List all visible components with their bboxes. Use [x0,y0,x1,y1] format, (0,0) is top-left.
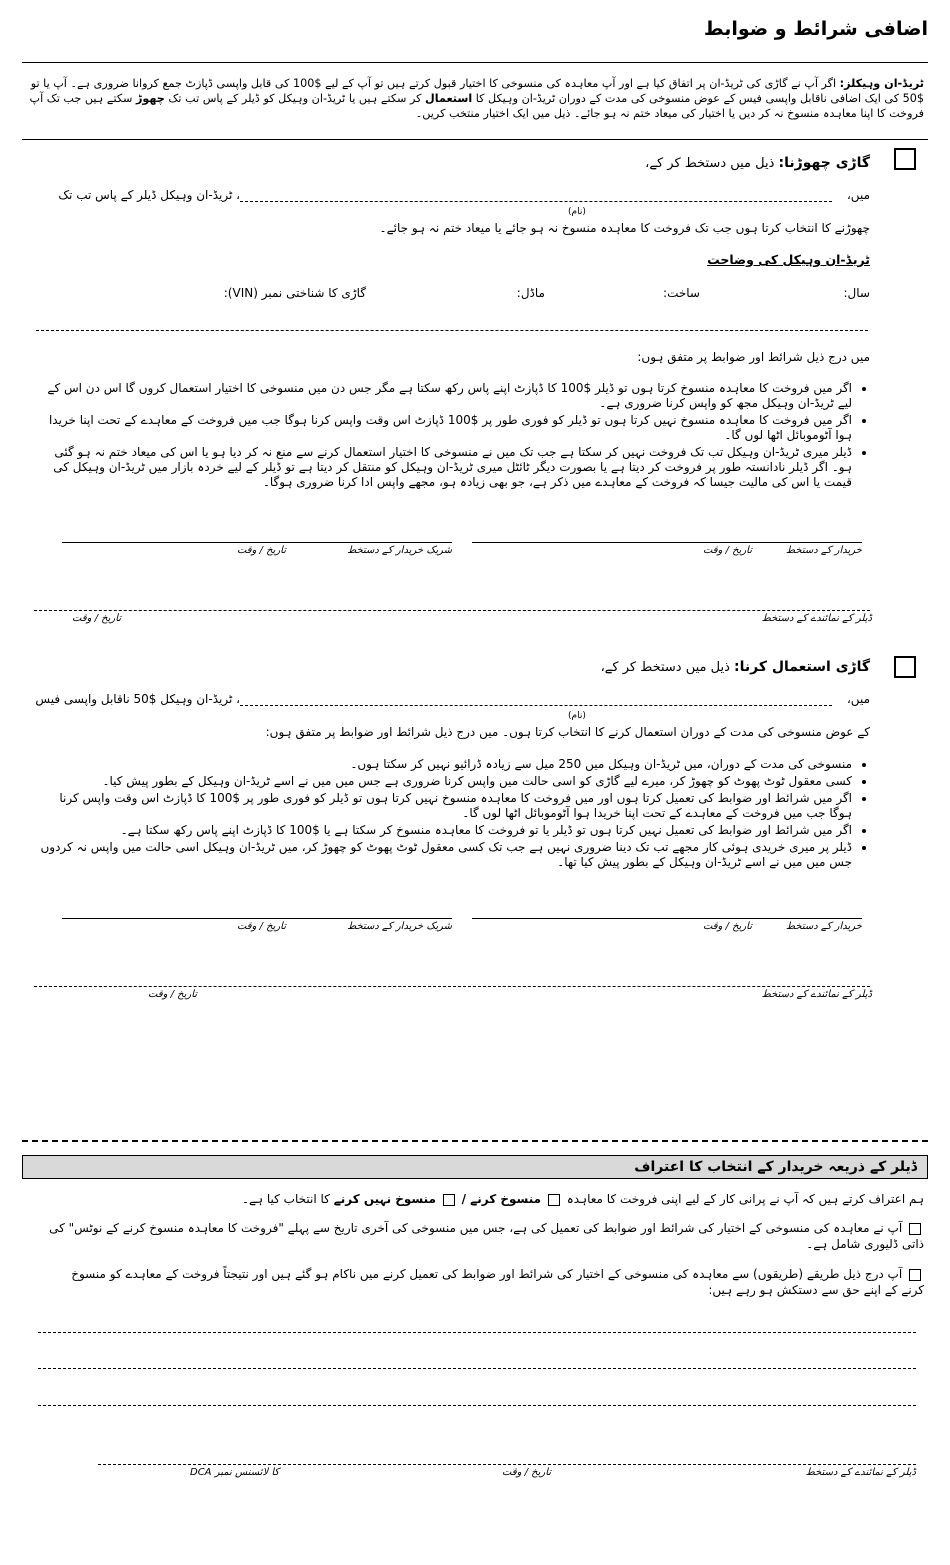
leave-line-start: میں، [846,188,870,202]
intro-text-2: کر سکتے ہیں یا ٹریڈ-ان وہیکل کو ڈیلر کے پاس تب تک [168,92,422,105]
ack-line-end: کا انتخاب کیا ہے۔ [241,1192,330,1206]
intro-divider [22,139,928,140]
co-buyer-date-caption-2: تاریخ / وقت [236,921,286,932]
ack-dealer-signature-caption: ڈیلر کے نمائندے کے دستخط [805,1467,916,1478]
trade-in-intro [26,76,924,121]
intro-label: ٹریڈ-ان وہیکلز: [839,77,924,90]
buyer-signature-caption: خریدار کے دستخط [785,545,862,556]
explanation-line-1[interactable] [38,1332,916,1333]
co-buyer-signature-caption-2: شریک خریدار کے دستخط [347,921,452,932]
ack-not-cancel-label: منسوخ نہیں کرنے [333,1192,436,1206]
ack-cancel-label: منسوخ کرنے / [461,1192,542,1206]
explanation-line-2[interactable] [38,1368,916,1369]
ack-option-2 [60,1266,924,1298]
use-line-2: کے عوض منسوخی کی مدت کے دوران استعمال کرنے کا انتخاب کرتا ہوں۔ میں درج ذیل شرائط اور ضوابط پر متفق ہوں: [265,725,870,739]
cancel-checkbox[interactable] [548,1194,560,1206]
model-label: ماڈل: [516,286,545,300]
leave-heading [645,155,870,171]
leave-heading-rest: ذیل میں دستخط کر کے، [645,156,775,171]
dealer-signature-caption-2: ڈیلر کے نمائندے کے دستخط [761,989,872,1000]
ack-choice-line [242,1192,924,1206]
intro-leave-word: چھوڑ [135,92,165,105]
use-heading-bold: گاڑی استعمال کرنا: [734,659,870,675]
ack-date-caption: تاریخ / وقت [502,1467,552,1478]
make-label: ساخت: [663,286,700,300]
list-item: • اگر میں فروخت کا معاہدہ منسوخ کرتا ہوں تو ڈیلر $100 کا ڈپازٹ اپنے پاس رکھ سکتا ہے مگر جس دن میں منسوخی کا اختیار استعمال کروں گا اس دن اس کے لیے ٹریڈ-ان وہیکل مجھ کو واپس کرنا ضروری ہے۔ [40,381,852,411]
ack-signature-line[interactable] [98,1464,916,1465]
explanation-line-3[interactable] [38,1405,916,1406]
option-1-checkbox[interactable] [909,1223,921,1235]
leave-line-2: چھوڑنے کا انتخاب کرتا ہوں جب تک فروخت کا معاہدہ منسوخ نہ ہو جائے یا میعاد ختم نہ ہو جائے۔ [379,221,870,235]
use-terms-list [40,757,870,872]
ack-line-start: ہم اعتراف کرتے ہیں کہ آپ نے پرانی کار کے لیے اپنی فروخت کا معاہدہ [566,1192,924,1206]
option-2-checkbox[interactable] [909,1269,921,1281]
use-line-start: میں، [846,692,870,706]
vehicle-info-field[interactable] [36,330,868,331]
buyer-signature-caption-2: خریدار کے دستخط [785,921,862,932]
leave-line-end: ، ٹریڈ-ان وہیکل ڈیلر کے پاس تب تک [58,188,240,202]
co-buyer-date-caption: تاریخ / وقت [236,545,286,556]
list-item: • منسوخی کی مدت کے دوران، میں ٹریڈ-ان وہیکل میں 250 میل سے زیادہ ڈرائیو نہیں کر سکتا ہوں۔ [40,757,852,772]
ack-option-1-text: آپ نے معاہدہ کی منسوخی کے اختیار کی شرائط اور ضوابط کی تعمیل کی ہے، جس میں منسوخی کی آخری تاریخ سے پہلے "فروخت کا معاہدہ منسوخ کرنے کے نوٹس" کی ذاتی ڈلیوری شامل ہے۔ [49,1221,924,1251]
leave-agree: میں درج ذیل شرائط اور ضوابط پر متفق ہوں: [637,350,870,364]
leave-vehicle-checkbox[interactable] [894,148,916,170]
vin-label: گاڑی کا شناختی نمبر (VIN): [223,286,366,300]
ack-heading-bar [22,1155,928,1179]
co-buyer-signature-line-2[interactable] [62,918,452,919]
ack-option-2-text: آپ درج ذیل طریقے (طریقوں) سے معاہدہ کی منسوخی کے اختیار کی شرائط اور ضوابط کی تعمیل کرنے میں ناکام ہو گئے ہیں اور نتیجتاً فروخت کے معاہدے کو منسوخ کرنے کے اپنے حق سے دستکش ہو رہے ہیں: [71,1267,924,1297]
list-item: • ڈیلر میری ٹریڈ-ان وہیکل تب تک فروخت نہیں کر سکتا ہے جب تک میں نے منسوخی کا اختیار استعمال کرنے سے منع نہ کر دیا ہو یا اس کی میعاد ختم نہ ہو گئی ہو۔ اگر ڈیلر نادانستہ طور پر فروخت کر دیتا ہے یا بصورت دیگر ٹائٹل میری ٹریڈ-ان وہیکل کو منتقل کر دیتا ہے تو ڈیلر کے لیے خردہ بازار میں ٹریڈ-ان وہیکل کی قیمت یا اس کی مالیت جیسا کہ فروخت کے معاہدے میں ذکر ہے، جو بھی زیادہ ہو، مجھے واپس ادا کرنا ضروری ہوگا۔ [40,445,852,490]
buyer-signature-line[interactable] [472,542,862,543]
leave-name-field[interactable] [240,201,832,202]
list-item: • اگر میں شرائط اور ضوابط کی تعمیل نہیں کرتا ہوں تو ڈیلر یا تو فروخت کا معاہدہ منسوخ کر سکتا ہے یا $100 کا ڈپازٹ اپنے پاس رکھ سکتا ہے۔ [40,823,852,838]
use-line-end: ، ٹریڈ-ان وہیکل $50 ناقابل واپسی فیس [35,692,240,706]
buyer-signature-line-2[interactable] [472,918,862,919]
section-cut-line [22,1140,928,1142]
vehicle-description-heading [707,252,870,267]
list-item: • کسی معقول ٹوٹ پھوٹ کو چھوڑ کر، میرے لیے گاڑی کو اسی حالت میں واپس کرنا ضروری ہے جس میں میں نے اسے ٹریڈ-ان وہیکل کے بطور پیش کیا۔ [40,774,852,789]
leave-terms-list [40,381,870,492]
not-cancel-checkbox[interactable] [443,1194,455,1206]
intro-use-word: استعمال [425,92,473,105]
year-label: سال: [843,286,870,300]
use-vehicle-checkbox[interactable] [894,656,916,678]
ack-heading: ڈیلر کے ذریعہ خریدار کے انتخاب کا اعتراف [634,1159,917,1175]
buyer-date-caption: تاریخ / وقت [702,545,752,556]
dealer-signature-caption: ڈیلر کے نمائندے کے دستخط [761,613,872,624]
dealer-date-caption: تاریخ / وقت [72,613,122,624]
intro-text-3: سکتے ہیں جب تک آپ فروخت کا اپنا معاہدہ منسوخ نہ کر دیں یا اختیار کی میعاد ختم نہ ہو جائے۔ ذیل میں ایک اختیار منتخب کریں۔ [29,92,924,120]
list-item: • اگر میں شرائط اور ضوابط کی تعمیل کرتا ہوں اور میں فروخت کا معاہدہ منسوخ نہیں کرتا ہوں تو ڈیلر کو فوری طور پر $100 کا ڈپازٹ اس وقت واپس کرنا ہوگا جب میں فروخت کے معاہدے کے تحت اپنا خریدا ہوا آٹوموبائل اٹھا لوں گا۔ [40,791,852,821]
co-buyer-signature-caption: شریک خریدار کے دستخط [347,545,452,556]
vehicle-heading-text: ٹریڈ-ان وہیکل کی وضاحت [707,252,870,267]
dealer-signature-line[interactable] [34,610,870,611]
use-heading-rest: ذیل میں دستخط کر کے، [600,660,730,675]
dealer-date-caption-2: تاریخ / وقت [148,989,198,1000]
title-divider [22,62,928,63]
use-heading [601,659,870,675]
leave-name-caption: (نام) [568,207,586,217]
use-name-caption: (نام) [568,711,586,721]
ack-option-1 [30,1220,924,1252]
co-buyer-signature-line[interactable] [62,542,452,543]
page-title: اضافی شرائط و ضوابط [703,18,928,40]
dca-license-caption: DCA کا لائسنس نمبر [190,1467,280,1478]
list-item: • اگر میں فروخت کا معاہدہ منسوخ نہیں کرتا ہوں تو ڈیلر کو فوری طور پر $100 ڈپازٹ اس وقت واپس کرنا ہوگا جب میں فروخت کے معاہدے کے تحت اپنا خریدا ہوا آٹوموبائل اٹھا لوں گا۔ [40,413,852,443]
dealer-signature-line-2[interactable] [34,986,870,987]
use-name-field[interactable] [240,705,832,706]
buyer-date-caption-2: تاریخ / وقت [702,921,752,932]
intro-text-1: اگر آپ نے گاڑی کی ٹریڈ-ان پر اتفاق کیا ہے اور آپ معاہدہ کی منسوخی کا اختیار قبول کرتے ہیں تو آپ کے لیے $100 کی قابل واپسی ڈپازٹ جمع کروانا ضروری ہے۔ آپ یا تو $50 کی ایک اضافی ناقابل واپسی فیس کے عوض منسوخی کی مدت کے دوران ٹریڈ-ان وہیکل کا [30,77,924,105]
list-item: • ڈیلر پر میری خریدی ہوئی کار مجھے تب تک دینا ضروری نہیں ہے جب تک کسی معقول ٹوٹ پھوٹ کو چھوڑ کر، میں ٹریڈ-ان وہیکل اسی حالت میں واپس نہ کردوں جس میں میں نے اسے ٹریڈ-ان وہیکل کے بطور پیش کیا تھا۔ [40,840,852,870]
leave-heading-bold: گاڑی چھوڑنا: [778,155,870,171]
